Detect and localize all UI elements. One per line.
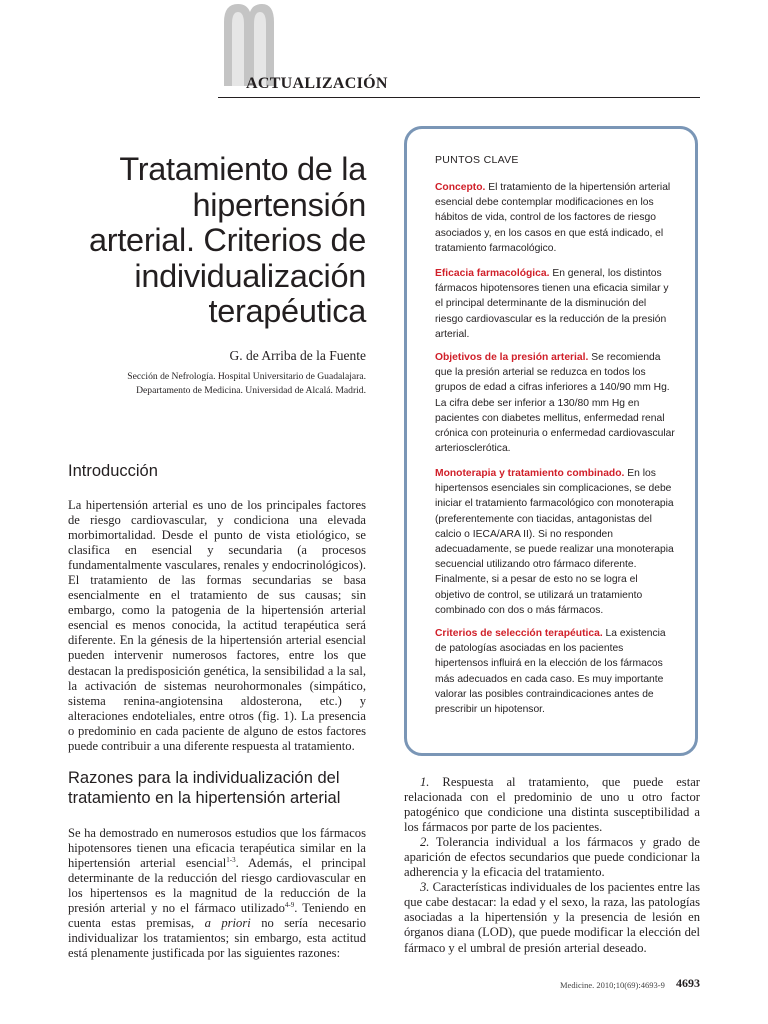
key-points-box (404, 126, 698, 756)
title-line: Tratamiento de la (119, 151, 366, 187)
section-label: ACTUALIZACIÓN (246, 75, 388, 92)
citation-sup: 1-3 (226, 855, 236, 864)
affiliation-line: Departamento de Medicina. Universidad de Alcalá. Madrid. (136, 385, 366, 396)
author-name: G. de Arriba de la Fuente (229, 348, 366, 363)
intro-heading: Introducción (68, 462, 158, 480)
key-point-item: Monoterapia y tratamiento combinado. En los hipertensos esenciales sin complicaciones, se debe iniciar el tratamiento farmacológico con monoterapia (preferentemente con tiacidas, antagonistas del calcio o IECA/ARA II). Si no responden adecuadamente, se puede realizar una monoterapia secuencial utilizando otro fármaco diferente. Finalmente, si a pesar de esto no se logra el objetivo de control, se utilizará un tratamiento combinado con dos o más fármacos. (435, 468, 674, 616)
key-point-item: Criterios de selección terapéutica. La existencia de patologías asociadas en los pacientes hipertensos influirá en la elección de los fármacos más adecuados en cada caso. Es muy importante valorar las posibles contraindicaciones antes de prescribir un hipotensor. (435, 628, 666, 716)
intro-text: La hipertensión arterial es uno de los principales factores de riesgo cardiovascular, y condiciona una elevada morbimortalidad. Desde el punto de vista etiológico, se clasifica en esencial y secundaria (a procesos fundamentalmente vasculares, renales y endocrinológicos). El tratamiento de las formas secundarias se basa esencialmente en el tratamiento de sus causas; sin embargo, como la patogenia de la hipertensión arterial esencial es menos conocida, la actitud terapéutica será diferente. En la génesis de la hipertensión arterial esencial pueden intervenir numerosos factores, entre los que destacan la predisposición genética, la sensibilidad a la sal, la activación de sistemas neurohormonales (simpático, sistema renina-angiotensina aldosterona, etc.) y alteraciones endoteliales, entre otros (fig. 1). La presencia o predominio en cada paciente de alguno de estos factores puede contribuir a una diferente respuesta al tratamiento. (68, 498, 366, 753)
title-line: terapéutica (208, 293, 366, 329)
key-point-item: Concepto. El tratamiento de la hipertensión arterial esencial debe contemplar modificaciones en los hábitos de vida, control de los factores de riesgo asociados y, en los casos en que está indicado, el tratamiento farmacológico. (435, 182, 671, 254)
reasons-text: Se ha demostrado en numerosos estudios que los fármacos hipotensores tienen una eficacia terapéutica similar en la hipertensión arterial esencial$^{1-3}$. Además, el principal determinante de la reducción del riesgo cardiovascular en los hipertensos es la magnitud de la reducción de la presión arterial y no el fármaco utilizado$^{4-9}$. Teniendo en cuenta estas premisas, a priori no sería necesario individualizar los tratamientos; sin embargo, esta actitud está plenamente justificada por las siguientes razones: (68, 826, 367, 961)
journal-logo-icon (218, 0, 276, 86)
reasons-paragraph (68, 826, 366, 961)
affiliation-line: Sección de Nefrología. Hospital Universitario de Guadalajara. (127, 371, 366, 382)
reasons-list (404, 775, 700, 956)
reasons-heading: Razones para la individualización del tratamiento en la hipertensión arterial (68, 769, 341, 807)
title-line: individualización (134, 257, 366, 294)
article-title (56, 152, 366, 330)
citation-sup: 4-9 (284, 901, 295, 910)
title-line: hipertensión (192, 186, 366, 223)
header-rule (218, 97, 700, 98)
page-number: 4693 (676, 976, 700, 990)
key-points-title: PUNTOS CLAVE (435, 154, 519, 166)
list-item: 3. Características individuales de los pacientes entre las que cabe destacar: la edad y el sexo, la raza, las patologías asociadas a la hipertensión y la presencia de lesión en órganos diana (LOD), que puede modificar la elección del fármaco y el umbral de presión arterial deseado. (404, 880, 700, 955)
author-affiliation (100, 370, 366, 398)
title-line: arterial. Criterios de (89, 222, 366, 258)
list-item: 1. Respuesta al tratamiento, que puede estar relacionada con el predominio de uno u otro factor patogénico que condicione una distinta susceptibilidad a los fármacos por parte de los pacientes. (404, 775, 700, 835)
key-point-item: Eficacia farmacológica. En general, los distintos fármacos hipotensores tienen una eficacia similar y el principal determinante de la disminución del riesgo cardiovascular es la reducción de la presión arterial. (435, 268, 669, 340)
list-item: 2. Tolerancia individual a los fármacos y grado de aparición de efectos secundarios que puede condicionar la adherencia y la eficacia del tratamiento. (404, 835, 700, 880)
key-point-item: Objetivos de la presión arterial. Se recomienda que la presión arterial se reduzca en todos los grupos de edad a cifras inferiores a 140/90 mm Hg. La cifra debe ser inferior a 130/80 mm Hg en pacientes con diabetes mellitus, enfermedad renal crónica con proteinuria o enfermedad cardiovascular arteriosclerótica. (435, 352, 675, 455)
intro-paragraph (68, 498, 366, 754)
footer-citation: Medicine. 2010;10(69):4693-9 (560, 980, 665, 990)
